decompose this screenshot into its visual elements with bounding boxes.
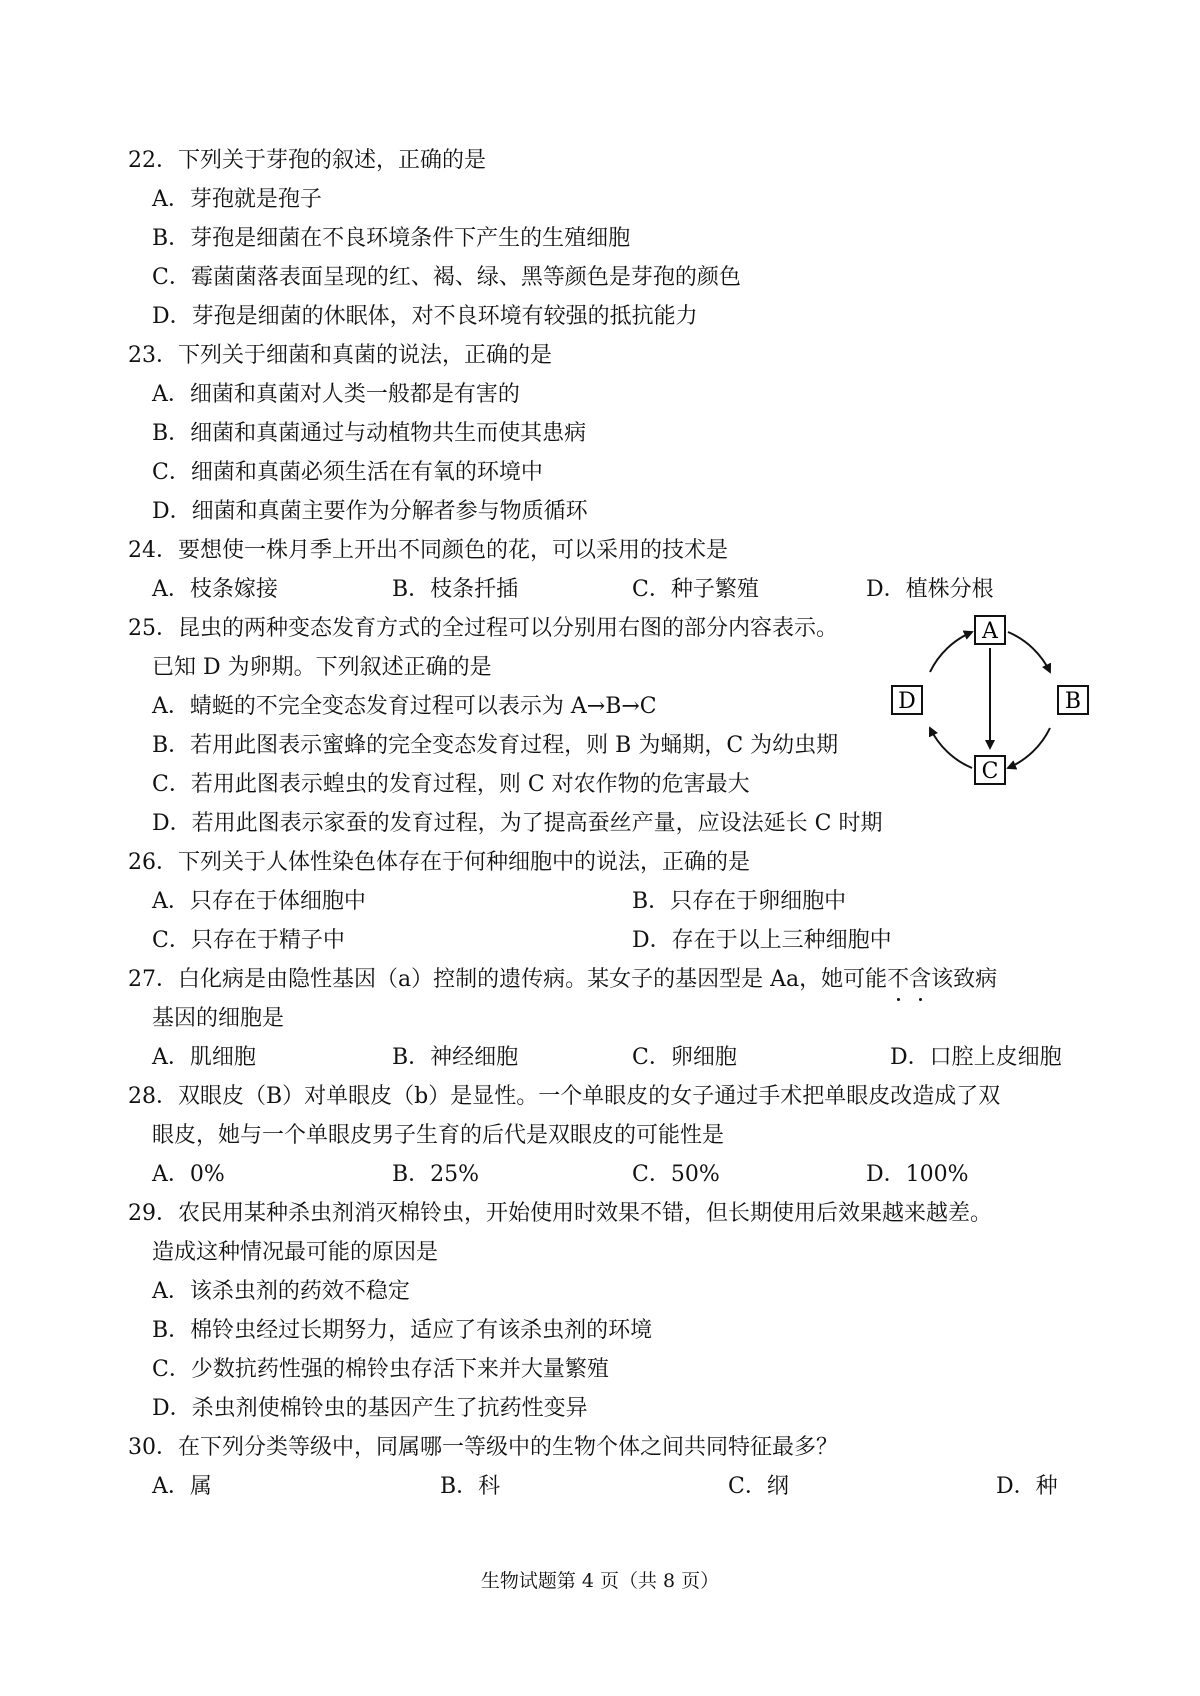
question-26-option-b: B．只存在于卵细胞中 bbox=[632, 889, 847, 914]
question-22-stem: 22．下列关于芽孢的叙述，正确的是 bbox=[128, 148, 486, 173]
question-29-stem-line1: 29．农民用某种杀虫剂消灭棉铃虫，开始使用时效果不错，但长期使用后效果越来越差。 bbox=[128, 1201, 992, 1226]
question-25-stem-line2: 已知 D 为卵期。下列叙述正确的是 bbox=[152, 655, 492, 680]
question-23-option-d: D．细菌和真菌主要作为分解者参与物质循环 bbox=[152, 499, 588, 524]
arc-d-to-a bbox=[930, 632, 972, 672]
question-26-option-d: D．存在于以上三种细胞中 bbox=[632, 928, 892, 953]
question-25-option-d: D．若用此图表示家蚕的发育过程，为了提高蚕丝产量，应设法延长 C 时期 bbox=[152, 811, 883, 836]
question-29-stem-line2: 造成这种情况最可能的原因是 bbox=[152, 1240, 439, 1265]
node-b bbox=[1058, 686, 1088, 714]
question-29-option-d: D．杀虫剂使棉铃虫的基因产生了抗药性变异 bbox=[152, 1396, 588, 1421]
question-23-stem: 23．下列关于细菌和真菌的说法，正确的是 bbox=[128, 343, 552, 368]
question-25-stem-line1: 25．昆虫的两种变态发育方式的全过程可以分别用右图的部分内容表示。 bbox=[128, 616, 838, 641]
question-29-option-a: A．该杀虫剂的药效不稳定 bbox=[152, 1279, 410, 1304]
question-27-stem-post: 该致病 bbox=[931, 967, 998, 992]
arc-c-to-d bbox=[930, 728, 972, 768]
question-26-stem: 26．下列关于人体性染色体存在于何种细胞中的说法，正确的是 bbox=[128, 850, 750, 875]
question-25-option-c: C．若用此图表示蝗虫的发育过程，则 C 对农作物的危害最大 bbox=[152, 772, 750, 797]
arc-a-to-b bbox=[1008, 632, 1050, 672]
question-27-option-b: B．神经细胞 bbox=[392, 1045, 519, 1070]
emphasis-char-2: 含 bbox=[909, 965, 931, 995]
question-28-option-b: B．25% bbox=[392, 1162, 480, 1187]
question-30-stem: 30．在下列分类等级中，同属哪一等级中的生物个体之间共同特征最多？ bbox=[128, 1435, 838, 1460]
page-footer: 生物试题第 4 页（共 8 页） bbox=[480, 1570, 720, 1592]
question-29-option-b: B．棉铃虫经过长期努力，适应了有该杀虫剂的环境 bbox=[152, 1318, 653, 1343]
question-28-option-d: D．100% bbox=[866, 1162, 969, 1187]
question-27-stem-line2: 基因的细胞是 bbox=[152, 1006, 285, 1031]
node-b-label: B bbox=[1064, 689, 1082, 714]
node-c-label: C bbox=[981, 759, 999, 784]
question-23-option-c: C．细菌和真菌必须生活在有氧的环境中 bbox=[152, 460, 543, 485]
question-22-option-a: A．芽孢就是孢子 bbox=[152, 187, 322, 212]
node-a bbox=[975, 616, 1005, 644]
question-27-option-c: C．卵细胞 bbox=[632, 1045, 737, 1070]
question-23-option-b: B．细菌和真菌通过与动植物共生而使其患病 bbox=[152, 421, 587, 446]
question-25-option-b: B．若用此图表示蜜蜂的完全变态发育过程，则 B 为蛹期，C 为幼虫期 bbox=[152, 733, 839, 758]
question-27-option-d: D．口腔上皮细胞 bbox=[890, 1045, 1062, 1070]
question-28-option-a: A．0% bbox=[152, 1162, 225, 1187]
question-24-option-a: A．枝条嫁接 bbox=[152, 577, 278, 602]
arc-b-to-c bbox=[1008, 728, 1050, 768]
question-30-option-d: D．种 bbox=[996, 1474, 1058, 1499]
question-28-stem-line1: 28．双眼皮（B）对单眼皮（b）是显性。一个单眼皮的女子通过手术把单眼皮改造成了双 bbox=[128, 1084, 1001, 1109]
question-22-option-d: D．芽孢是细菌的休眠体，对不良环境有较强的抵抗能力 bbox=[152, 304, 698, 329]
question-24-option-b: B．枝条扦插 bbox=[392, 577, 519, 602]
question-24-stem: 24．要想使一株月季上开出不同颜色的花，可以采用的技术是 bbox=[128, 538, 728, 563]
question-30-option-b: B．科 bbox=[440, 1474, 501, 1499]
question-27-stem-pre: 27．白化病是由隐性基因（a）控制的遗传病。某女子的基因型是 Aa，她可能 bbox=[128, 967, 888, 992]
question-24-option-d: D．植株分根 bbox=[866, 577, 994, 602]
question-26-option-c: C．只存在于精子中 bbox=[152, 928, 345, 953]
question-24-option-c: C．种子繁殖 bbox=[632, 577, 759, 602]
question-30-option-c: C．纲 bbox=[728, 1474, 789, 1499]
node-d bbox=[892, 686, 922, 714]
question-22-option-b: B．芽孢是细菌在不良环境条件下产生的生殖细胞 bbox=[152, 226, 631, 251]
question-25-option-a: A．蜻蜓的不完全变态发育过程可以表示为 A→B→C bbox=[152, 694, 657, 719]
question-26-option-a: A．只存在于体细胞中 bbox=[152, 889, 366, 914]
question-30-option-a: A．属 bbox=[152, 1474, 212, 1499]
question-23-option-a: A．细菌和真菌对人类一般都是有害的 bbox=[152, 382, 520, 407]
node-a-label: A bbox=[982, 619, 998, 644]
question-27-stem-line1 bbox=[128, 965, 997, 995]
insect-lifecycle-diagram bbox=[890, 610, 1090, 790]
node-d-label: D bbox=[898, 689, 916, 714]
question-22-option-c: C．霉菌菌落表面呈现的红、褐、绿、黑等颜色是芽孢的颜色 bbox=[152, 265, 741, 290]
node-c bbox=[975, 756, 1005, 784]
question-27-option-a: A．肌细胞 bbox=[152, 1045, 256, 1070]
question-29-option-c: C．少数抗药性强的棉铃虫存活下来并大量繁殖 bbox=[152, 1357, 609, 1382]
emphasis-char-1: 不 bbox=[887, 965, 909, 995]
question-28-stem-line2: 眼皮，她与一个单眼皮男子生育的后代是双眼皮的可能性是 bbox=[152, 1123, 725, 1148]
question-28-option-c: C．50% bbox=[632, 1162, 720, 1187]
